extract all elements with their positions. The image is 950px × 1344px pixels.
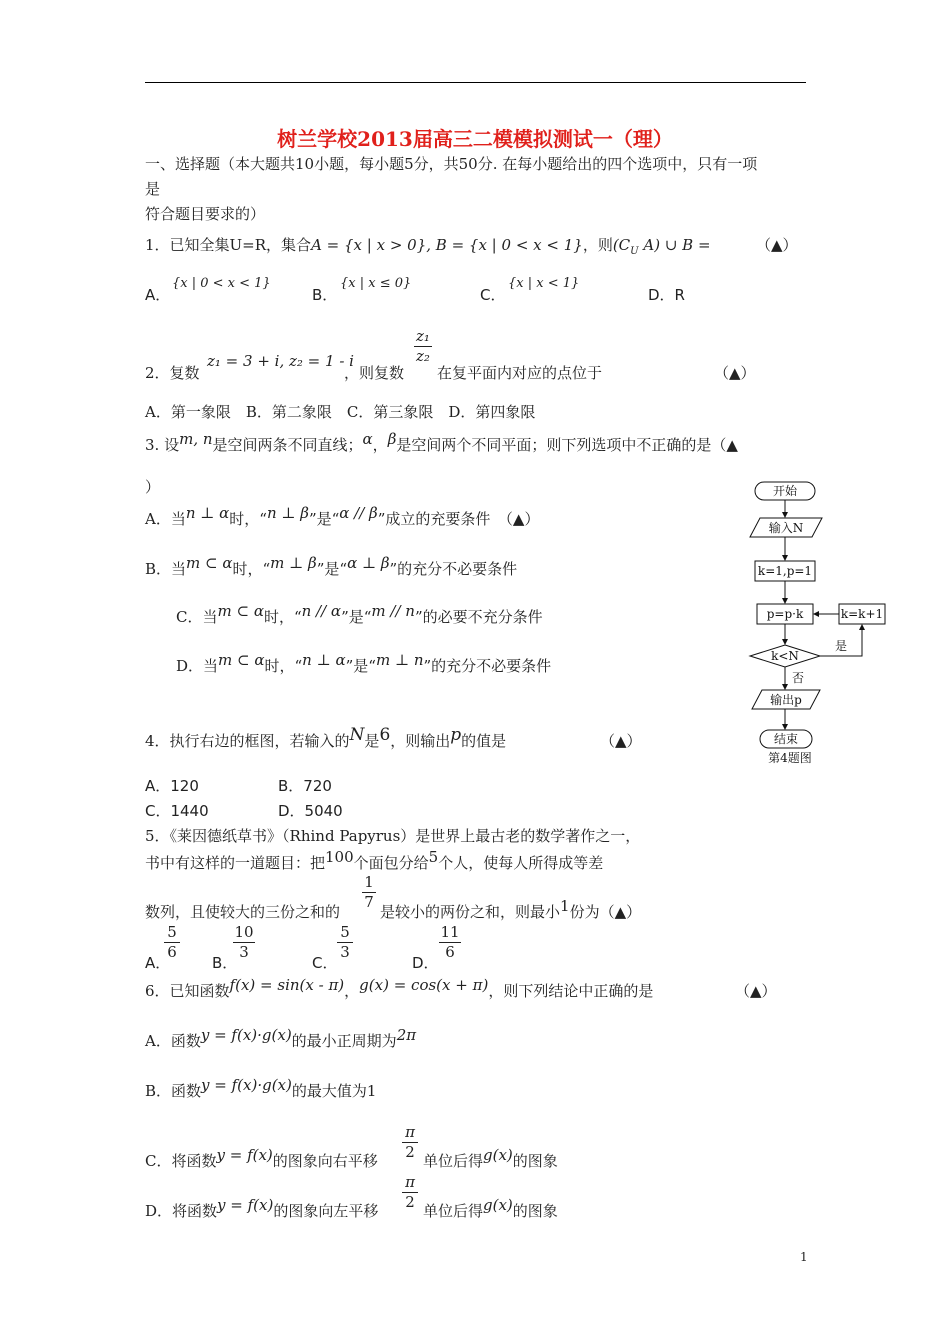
- q6-c-gx: g(x): [483, 1146, 513, 1164]
- q6-stem: [145, 976, 654, 1001]
- q3-a-math-3: α // β: [339, 504, 378, 522]
- q5-line2-a: 书中有这样的一道题目：把: [145, 854, 326, 872]
- q3-b-text-3: ”是“: [316, 560, 348, 578]
- q6-option-d-rest: [423, 1196, 558, 1221]
- q5-opt-c-den: 3: [340, 943, 350, 961]
- q1-opt-b-label: B．: [312, 286, 338, 304]
- q1-opt-c-label: C．: [480, 286, 506, 304]
- q2-frac-num: z₁: [416, 327, 430, 345]
- q1-mark: （▲）: [756, 236, 798, 254]
- q3-stem-d: ）: [145, 478, 161, 496]
- q3-a-text-3: ”是“: [308, 510, 340, 528]
- q4-n: N: [349, 725, 365, 745]
- page-title: 树兰学校2013届高三二模模拟测试一（理）: [277, 127, 673, 151]
- q3-b-text-1: B．当: [145, 560, 187, 578]
- q6-b-math: y = f(x)·g(x): [201, 1076, 292, 1094]
- q3-d-text-2: 时，“: [264, 657, 303, 675]
- q5-hundred: 100: [325, 848, 354, 866]
- q5-opt-a-frac: [164, 924, 180, 961]
- flow-input-text: 输入N: [768, 521, 804, 535]
- q3-b-math-3: α ⊥ β: [347, 554, 390, 572]
- q3-b-text-2: 时，“: [232, 560, 271, 578]
- q6-stem-b: ，则下列结论中正确的是: [488, 982, 654, 1000]
- q6-d-frac-den: 2: [405, 1193, 415, 1211]
- q4-p: p: [450, 725, 462, 745]
- q6-c-text-1: C．将函数: [145, 1152, 217, 1170]
- q6-stem-a: 6．已知函数: [145, 982, 230, 1000]
- q5-opt-c-label: C．: [312, 954, 338, 972]
- flow-init-text: k=1,p=1: [757, 564, 813, 578]
- q5-five: 5: [428, 848, 439, 866]
- q3-option-c: [176, 602, 543, 627]
- q3-option-a: [145, 504, 540, 529]
- q6-option-b: [145, 1076, 377, 1101]
- q3-c-text-3: ”是“: [341, 608, 372, 626]
- section-line-2: 是: [145, 180, 161, 198]
- q5-opt-a-label: A．: [145, 954, 171, 972]
- q3-c-math-3: m // n: [371, 602, 415, 620]
- q5-one: 1: [560, 897, 570, 915]
- q6-option-a: [145, 1026, 417, 1051]
- q5-opt-d-label: D．: [412, 954, 439, 972]
- q3-a-math-2: n ⊥ β: [266, 504, 309, 522]
- q1-set-b: , B = {x | 0 < x < 1}: [426, 236, 583, 254]
- q2-fraction: [414, 328, 432, 365]
- q6-c-text-3: 单位后得: [423, 1152, 484, 1170]
- q6-f: f(x) = sin(x - π): [229, 976, 345, 994]
- q1-set-a: A = {x | x > 0}: [311, 236, 427, 254]
- q4-stem-d: 的值是: [461, 732, 507, 750]
- q3-b-math-2: m ⊥ β: [270, 554, 317, 572]
- q6-a-text-2: 的最小正周期为: [291, 1032, 397, 1050]
- q6-d-text-3: 单位后得: [423, 1202, 484, 1220]
- q6-d-math: y = f(x): [217, 1196, 274, 1214]
- flow-caption: 第4题图: [768, 751, 812, 765]
- q5-line-3a: 数列，且使较大的三份之和的: [145, 903, 341, 921]
- q6-option-d: [145, 1196, 379, 1221]
- q4-stem-a: 4．执行右边的框图，若输入的: [145, 732, 350, 750]
- q4-six: 6: [379, 725, 391, 745]
- q2-stem-a: 2．复数: [145, 364, 200, 382]
- q6-a-text-1: A．函数: [145, 1032, 201, 1050]
- q2-options: A．第一象限 B．第二象限 C．第三象限 D．第四象限: [145, 403, 536, 421]
- q3-option-b: [145, 554, 518, 579]
- q3-d-text-4: ”的充分不必要条件: [423, 657, 552, 675]
- q5-opt-a-den: 6: [167, 943, 177, 961]
- q1-stem: [145, 234, 711, 257]
- q5-line-3: [380, 897, 642, 922]
- q3-c-text-1: C．当: [176, 608, 218, 626]
- q6-mark: （▲）: [735, 982, 777, 1000]
- q5-line-1: 5．《莱因德纸草书》（Rhind Papyrus）是世界上最古老的数学著作之一，: [145, 827, 641, 845]
- q6-b-text-1: B．函数: [145, 1082, 202, 1100]
- q5-opt-d-num: 11: [440, 923, 460, 941]
- q3-b-text-4: ”的充分不必要条件: [389, 560, 518, 578]
- q1-expr-rest: A) ∪ B =: [638, 236, 711, 254]
- q6-d-gx: g(x): [483, 1196, 513, 1214]
- header-rule: [145, 82, 806, 83]
- q6-comma: ，: [344, 982, 360, 1000]
- q5-opt-c-num: 5: [340, 923, 350, 941]
- q3-d-math-3: m ⊥ n: [375, 651, 424, 669]
- q1-opt-d: D．R: [648, 286, 685, 304]
- q3-mn: m, n: [179, 430, 213, 448]
- q5-opt-b-frac: [233, 924, 255, 961]
- q3-comma: ，: [372, 436, 388, 454]
- q6-c-text-2: 的图象向右平移: [272, 1152, 378, 1170]
- q5-opt-a-num: 5: [167, 923, 177, 941]
- q6-c-fraction: [402, 1124, 418, 1161]
- q3-c-math-2: n // α: [301, 602, 342, 620]
- q5-opt-b-num: 10: [234, 923, 254, 941]
- q3-d-text-1: D．当: [176, 657, 219, 675]
- q5-opt-c-frac: [337, 924, 353, 961]
- q6-g: g(x) = cos(x + π): [359, 976, 489, 994]
- q3-alpha: α: [362, 430, 373, 448]
- q5-line-2: [145, 848, 604, 873]
- q6-d-frac-num: π: [405, 1173, 415, 1191]
- q1-expr: (C: [612, 236, 631, 254]
- q1-expr-sub: U: [630, 246, 639, 257]
- q6-c-frac-den: 2: [405, 1143, 415, 1161]
- q4-opt-b: B．720: [278, 777, 332, 795]
- q3-d-math-2: n ⊥ α: [302, 651, 346, 669]
- q3-b-math-1: m ⊂ α: [186, 554, 233, 572]
- q5-fraction: [362, 874, 376, 911]
- q5-line2-c: 个人，使每人所得成等差: [438, 854, 604, 872]
- q3-d-text-3: ”是“: [345, 657, 376, 675]
- q6-option-c: [145, 1146, 378, 1171]
- q3-c-text-2: 时，“: [263, 608, 302, 626]
- q2-stem-b: ，则复数: [344, 364, 405, 382]
- section-line-3: 符合题目要求的）: [145, 205, 266, 223]
- q1-opt-c: {x | x < 1}: [508, 276, 580, 291]
- q4-opt-c: C．1440: [145, 802, 209, 820]
- q1-stem-text: 1．已知全集U=R，集合: [145, 236, 312, 254]
- q2-stem-c: 在复平面内对应的点位于: [437, 364, 603, 382]
- q4-mark: （▲）: [600, 732, 642, 750]
- flow-start-text: 开始: [772, 484, 798, 498]
- q5-frac-den: 7: [364, 893, 374, 911]
- page-number: 1: [800, 1250, 808, 1264]
- q3-stem: [145, 430, 738, 455]
- q3-c-math-1: m ⊂ α: [217, 602, 264, 620]
- q4-opt-a: A．120: [145, 777, 199, 795]
- q3-stem-c: 是空间两个不同平面；则下列选项中不正确的是（▲: [396, 436, 738, 454]
- q6-b-text-2: 的最大值为1: [291, 1082, 377, 1100]
- q1-opt-a-label: A．: [145, 286, 171, 304]
- flow-yes: 是: [835, 639, 848, 653]
- q3-c-text-4: ”的必要不充分条件: [414, 608, 543, 626]
- q4-stem-c: ，则输出: [390, 732, 451, 750]
- q6-a-math-2: 2π: [396, 1026, 417, 1044]
- flowchart: [740, 475, 890, 770]
- q3-stem-b: 是空间两条不同直线；: [212, 436, 363, 454]
- q3-a-math-1: n ⊥ α: [185, 504, 230, 522]
- flow-inc-text: k=k+1: [840, 607, 884, 621]
- q6-option-c-rest: [423, 1146, 558, 1171]
- flow-output-text: 输出p: [770, 693, 802, 707]
- q3-a-text-2: 时，“: [229, 510, 267, 528]
- q3-a-text-1: A．当: [145, 510, 186, 528]
- q4-stem-b: 是: [364, 732, 380, 750]
- q5-opt-b-label: B．: [212, 954, 238, 972]
- q5-line3-c: 份为（▲）: [569, 903, 642, 921]
- q5-opt-d-frac: [439, 924, 461, 961]
- q1-opt-a: {x | 0 < x < 1}: [172, 276, 271, 291]
- q6-d-fraction: [402, 1174, 418, 1211]
- q1-stem-text-b: ，则: [582, 236, 613, 254]
- q3-beta: β: [387, 430, 397, 448]
- q2-frac-den: z₂: [416, 347, 430, 365]
- q4-opt-d: D．5040: [278, 802, 343, 820]
- q5-line3-b: 是较小的两份之和，则最小: [380, 903, 561, 921]
- q2-mark: （▲）: [714, 364, 756, 382]
- q6-c-math: y = f(x): [216, 1146, 273, 1164]
- q3-a-text-4: ”成立的充要条件 （▲）: [377, 510, 540, 528]
- q5-frac-num: 1: [364, 873, 374, 891]
- q6-d-text-1: D．将函数: [145, 1202, 218, 1220]
- q6-d-text-4: 的图象: [512, 1202, 558, 1220]
- q6-a-math: y = f(x)·g(x): [200, 1026, 292, 1044]
- flow-end-text: 结束: [773, 732, 799, 746]
- flow-cond-text: k<N: [771, 649, 799, 663]
- q3-d-math-1: m ⊂ α: [218, 651, 265, 669]
- q3-stem-a: 3. 设: [145, 436, 180, 454]
- q1-opt-b: {x | x ≤ 0}: [340, 276, 412, 291]
- q2-z-expr: z₁ = 3 + i, z₂ = 1 - i: [207, 352, 354, 370]
- q6-c-frac-num: π: [405, 1123, 415, 1141]
- q6-c-text-4: 的图象: [512, 1152, 558, 1170]
- section-line-1: 一、选择题（本大题共10小题，每小题5分，共50分. 在每小题给出的四个选项中，只有一项: [145, 155, 758, 173]
- flow-mult-text: p=p·k: [766, 607, 804, 621]
- q6-d-text-2: 的图象向左平移: [273, 1202, 379, 1220]
- flow-no: 否: [792, 671, 805, 685]
- q5-opt-b-den: 3: [239, 943, 249, 961]
- q4-stem: [145, 725, 507, 751]
- q5-line2-b: 个面包分给: [353, 854, 429, 872]
- q5-opt-d-den: 6: [445, 943, 455, 961]
- q3-option-d: [176, 651, 552, 676]
